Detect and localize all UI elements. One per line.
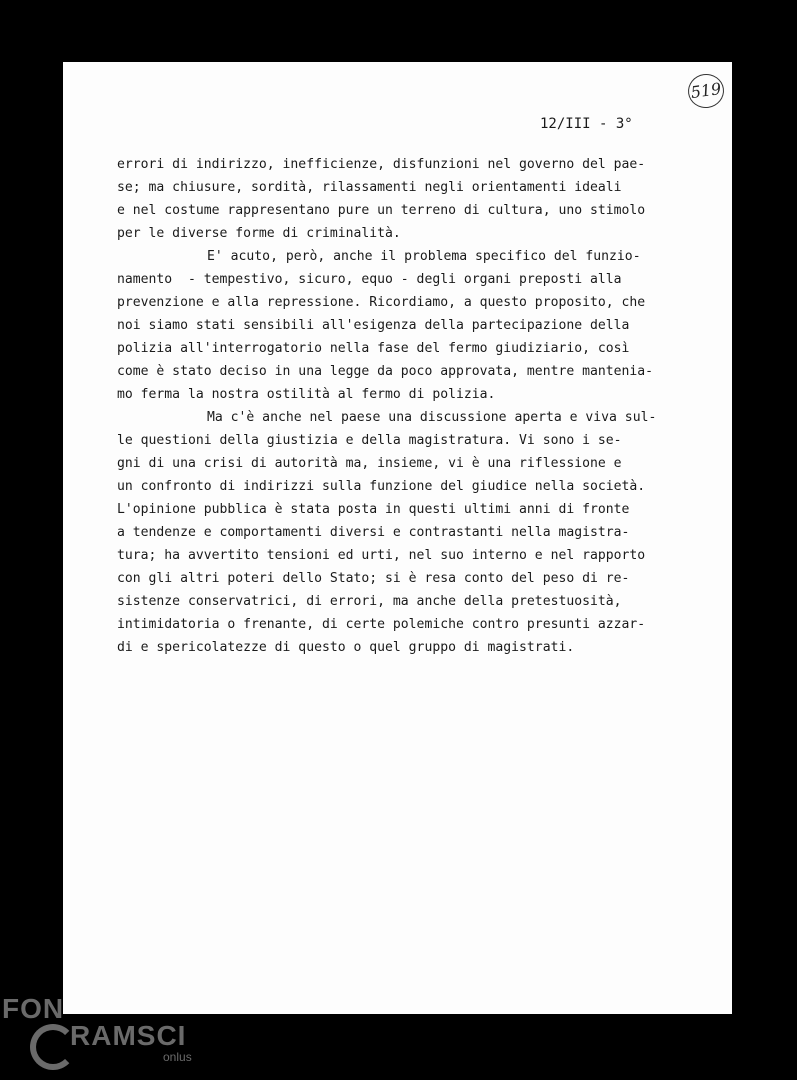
text-line: a tendenze e comportamenti diversi e contrastanti nella magistra-: [117, 525, 630, 540]
text-line: come è stato deciso in una legge da poco approvata, mentre mantenia-: [117, 364, 654, 379]
text-line: Ma c'è anche nel paese una discussione aperta e viva sul-: [207, 410, 657, 425]
logo-text-gramsci: RAMSCI: [70, 1020, 187, 1051]
text-line: namento - tempestivo, sicuro, equo - degli organi preposti alla: [117, 272, 622, 287]
text-line: le questioni della giustizia e della magistratura. Vi sono i se-: [117, 433, 622, 448]
text-line: L'opinione pubblica è stata posta in questi ultimi anni di fronte: [117, 502, 630, 517]
text-line: se; ma chiusure, sordità, rilassamenti negli orientamenti ideali: [117, 180, 622, 195]
document-body: [117, 153, 656, 659]
logo-text-onlus: onlus: [163, 1050, 192, 1064]
text-line: un confronto di indirizzi sulla funzione del giudice nella società.: [117, 479, 646, 494]
text-line: polizia all'interrogatorio nella fase del fermo giudiziario, così: [117, 341, 630, 356]
text-line: gni di una crisi di autorità ma, insieme, vi è una riflessione e: [117, 456, 622, 471]
text-line: con gli altri poteri dello Stato; si è resa conto del peso di re-: [117, 571, 630, 586]
text-line: E' acuto, però, anche il problema specifico del funzio-: [207, 249, 641, 264]
text-line: noi siamo stati sensibili all'esigenza della partecipazione della: [117, 318, 630, 333]
text-line: di e spericolatezze di questo o quel gruppo di magistrati.: [117, 640, 575, 655]
fondazione-gramsci-logo: [0, 990, 210, 1080]
text-line: mo ferma la nostra ostilità al fermo di polizia.: [117, 387, 496, 402]
text-line: errori di indirizzo, inefficienze, disfunzioni nel governo del pae-: [117, 157, 646, 172]
text-line: sistenze conservatrici, di errori, ma anche della pretestuosità,: [117, 594, 622, 609]
logo-text-fon: FON: [2, 993, 65, 1024]
page-reference: 12/III - 3°: [540, 116, 633, 132]
text-line: tura; ha avvertito tensioni ed urti, nel suo interno e nel rapporto: [117, 548, 646, 563]
text-line: prevenzione e alla repressione. Ricordiamo, a questo proposito, che: [117, 295, 646, 310]
text-line: intimidatoria o frenante, di certe polemiche contro presunti azzar-: [117, 617, 646, 632]
text-line: e nel costume rappresentano pure un terreno di cultura, uno stimolo: [117, 203, 646, 218]
text-line: per le diverse forme di criminalità.: [117, 226, 401, 241]
folio-stamp: 519: [686, 72, 726, 111]
